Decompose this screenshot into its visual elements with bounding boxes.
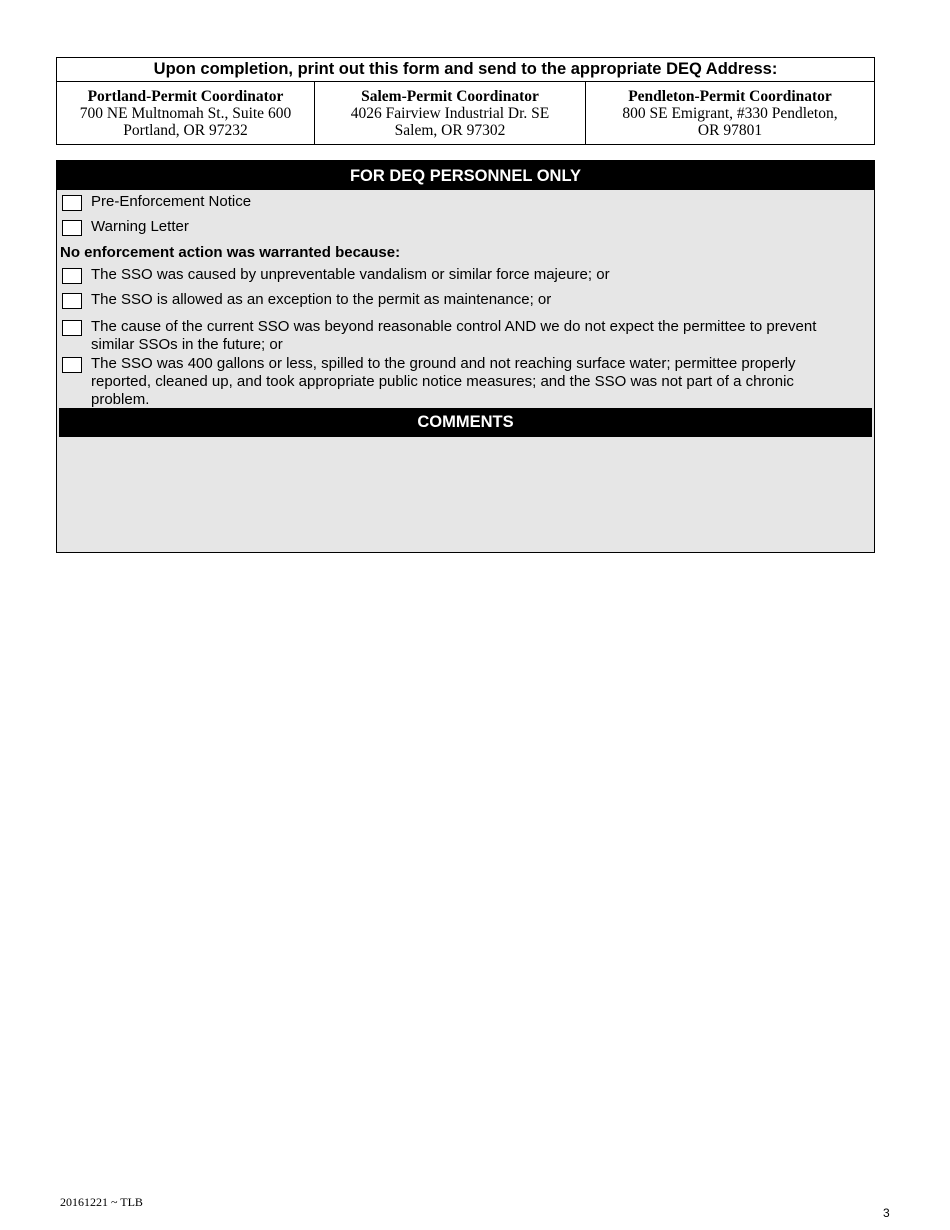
reason-maintenance-exception[interactable] [62,291,854,309]
pendleton-address-line2: OR 97801 [697,122,763,139]
option-pre-enforcement-notice[interactable] [62,193,854,211]
portland-address-line2: Portland, OR 97232 [123,122,248,139]
page-number: 3 [883,1206,890,1220]
reason-400-gallons-checkbox[interactable] [62,357,82,373]
warning-letter-checkbox[interactable] [62,220,82,236]
portland-address-line1: 700 NE Multnomah St., Suite 600 [79,105,292,122]
address-table-header: Upon completion, print out this form and send to the appropriate DEQ Address: [57,58,874,82]
salem-address-line2: Salem, OR 97302 [394,122,506,139]
pendleton-coordinator-cell [585,82,874,144]
address-table [56,57,875,145]
reason-400-gallons-label: The SSO was 400 gallons or less, spilled to the ground and not reaching surface water; permittee properly reported, cleaned up, and took appropriate public notice measures; and the SSO was not part of a chronic problem. [91,355,796,408]
reason-vandalism-label: The SSO was caused by unpreventable vandalism or similar force majeure; or [91,266,610,283]
pendleton-address-line1: 800 SE Emigrant, #330 Pendleton, [622,105,838,122]
pendleton-coordinator-name: Pendleton-Permit Coordinator [628,88,832,105]
portland-coordinator-name: Portland-Permit Coordinator [87,88,284,105]
reason-maintenance-checkbox[interactable] [62,293,82,309]
pre-enforcement-notice-label: Pre-Enforcement Notice [91,193,252,210]
reason-vandalism[interactable] [62,266,854,284]
deq-personnel-section [56,160,875,553]
footer-code: 20161221 ~ TLB [60,1195,143,1209]
option-warning-letter[interactable] [62,218,854,236]
reason-400-gallons[interactable] [62,355,854,409]
no-action-heading: No enforcement action was warranted because: [60,244,401,261]
warning-letter-label: Warning Letter [91,218,189,235]
reason-maintenance-label: The SSO is allowed as an exception to the permit as maintenance; or [91,291,552,308]
portland-coordinator-cell [57,82,314,144]
deq-personnel-title: FOR DEQ PERSONNEL ONLY [57,161,874,190]
address-row [57,82,874,144]
salem-coordinator-cell [314,82,585,144]
reason-beyond-control[interactable] [62,318,854,354]
pre-enforcement-notice-checkbox[interactable] [62,195,82,211]
salem-address-line1: 4026 Fairview Industrial Dr. SE [350,105,550,122]
comments-title: COMMENTS [59,408,872,437]
reason-beyond-control-checkbox[interactable] [62,320,82,336]
comments-field[interactable] [59,438,872,550]
reason-vandalism-checkbox[interactable] [62,268,82,284]
reason-beyond-control-label: The cause of the current SSO was beyond reasonable control AND we do not expect the permittee to prevent similar SSOs in the future; or [91,318,817,353]
salem-coordinator-name: Salem-Permit Coordinator [361,88,539,105]
